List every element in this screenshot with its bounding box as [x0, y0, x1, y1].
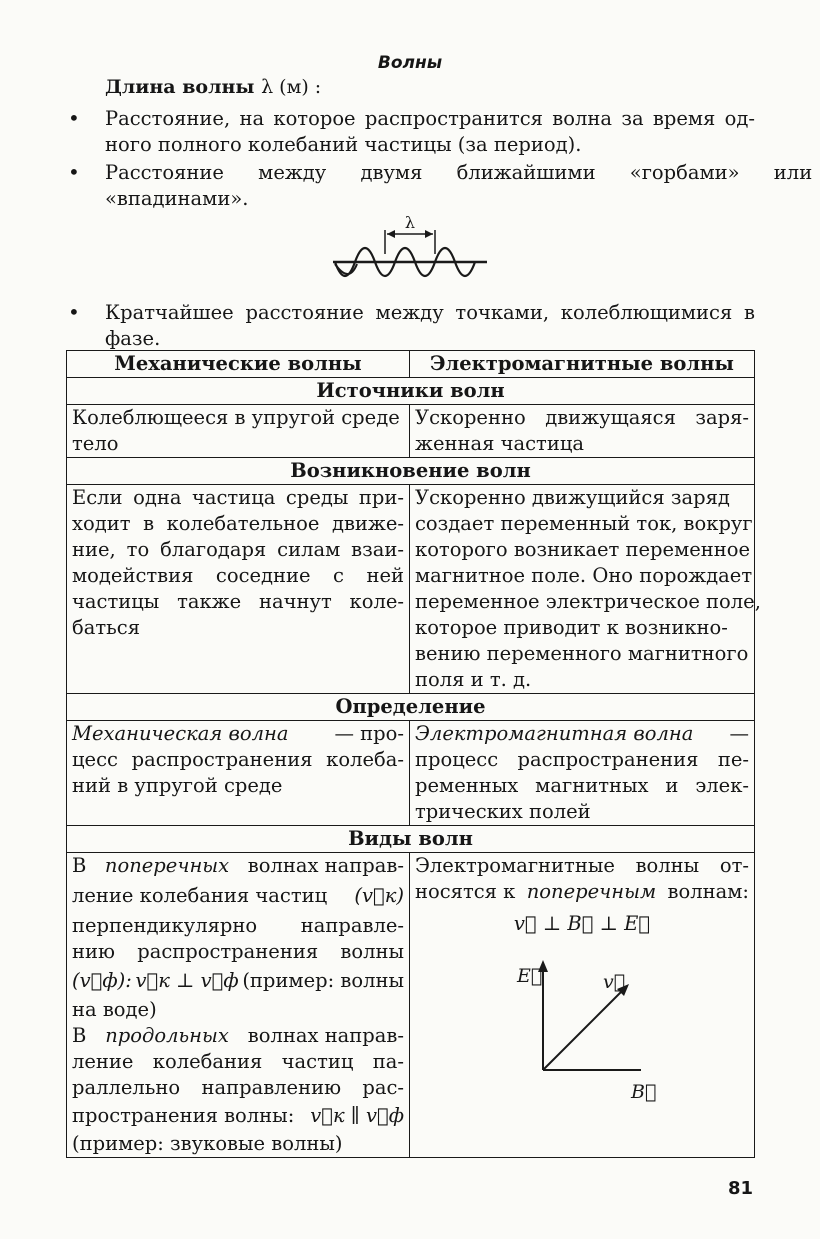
- section-title-sources: Источники волн: [67, 378, 755, 405]
- section-title-types: Виды волн: [67, 826, 755, 853]
- cell-em-origin: Ускоренно движущийся заряд создает переменный ток, вокруг которого возникает переменное магнитное поле. Оно порождает переменное электрическое поле, которое приводит к возникно- вению переменного магнитного поля и т. д.: [410, 485, 755, 694]
- cell-mech-sources: Колеблющееся в упругой среде тело: [67, 405, 410, 458]
- cell-mech-definition: Механическая волна — про- цесс распространения колеба- ний в упругой среде: [67, 721, 410, 826]
- bullet-icon: •: [68, 106, 80, 130]
- section-row-origin: [67, 458, 755, 485]
- header-electromagnetic: Электромагнитные волны: [410, 351, 755, 378]
- table-row: [67, 405, 755, 458]
- formula-em-perp: v⃗ ⊥ B⃗ ⊥ E⃗: [513, 912, 651, 935]
- wavelength-heading-text: Длина волны: [105, 76, 255, 98]
- term-em-wave: Электромагнитная волна: [415, 722, 694, 745]
- wavelength-symbol: λ (м) :: [261, 76, 322, 98]
- header-mechanical: Механические волны: [67, 351, 410, 378]
- axis-v-label: v⃗: [603, 971, 626, 993]
- lambda-arrowhead-left: [387, 230, 395, 238]
- formula-perp: v⃗к ⊥ v⃗ф: [135, 969, 239, 992]
- wavelength-heading: [105, 74, 321, 100]
- lambda-arrowhead-right: [425, 230, 433, 238]
- formula-vf: (v⃗ф):: [72, 969, 132, 992]
- cell-em-sources: Ускоренно движущаяся заря- женная частица: [410, 405, 755, 458]
- formula-vk: (v⃗к): [354, 884, 404, 907]
- cell-mech-origin: Если одна частица среды при- ходит в колебательное движе- ние, то благодаря силам взаи- модействия соседние с ней частицы также начнут коле- баться: [67, 485, 410, 694]
- cell-em-types: Электромагнитные волны от- носятся к поперечным волнам: v⃗ ⊥ B⃗ ⊥ E⃗: [410, 853, 755, 1158]
- bullet-icon: •: [68, 300, 80, 324]
- bullet-text-2: Расстояние между двумя ближайшими «горбами» или «впадинами».: [105, 161, 813, 210]
- em-axes-diagram: [505, 956, 665, 1106]
- table-row: [67, 485, 755, 694]
- axis-e-label: E⃗: [517, 965, 543, 987]
- bullet-text-1: Расстояние, на которое распространится волна за время од- ного полного колебаний частицы (за период).: [105, 107, 755, 156]
- section-row-types: [67, 826, 755, 853]
- table-header-row: [67, 351, 755, 378]
- cell-em-definition: Электромагнитная волна — процесс распространения пе- ременных магнитных и элек- трических полей: [410, 721, 755, 826]
- axis-b-label: B⃗: [631, 1081, 657, 1103]
- page-title: Волны: [377, 53, 443, 73]
- cell-mech-types: В поперечных волнах направ- ление колебания частиц (v⃗к) перпендикулярно направле- нию распространения волны (v⃗ф): v⃗к ⊥ v⃗ф (пример: волны на воде) В продольных волнах направ- ление колебания частиц па- раллельно направлению рас- пространения волны: v⃗к ∥ v⃗ф (пример: звуковые волны): [67, 853, 410, 1158]
- section-row-sources: [67, 378, 755, 405]
- table-row: [67, 721, 755, 826]
- bullet-icon: •: [68, 160, 80, 184]
- section-title-definition: Определение: [67, 694, 755, 721]
- lambda-label: λ: [404, 213, 416, 232]
- axis-v: [543, 990, 623, 1070]
- formula-parallel: v⃗к ∥ v⃗ф: [310, 1104, 404, 1127]
- page-number: 81: [728, 1178, 754, 1199]
- section-title-origin: Возникновение волн: [67, 458, 755, 485]
- section-row-definition: [67, 694, 755, 721]
- wave-diagram: [325, 212, 495, 292]
- bullet-text-3: Кратчайшее расстояние между точками, колеблющимися в фазе.: [105, 301, 755, 350]
- term-mechanical-wave: Механическая волна: [72, 722, 289, 745]
